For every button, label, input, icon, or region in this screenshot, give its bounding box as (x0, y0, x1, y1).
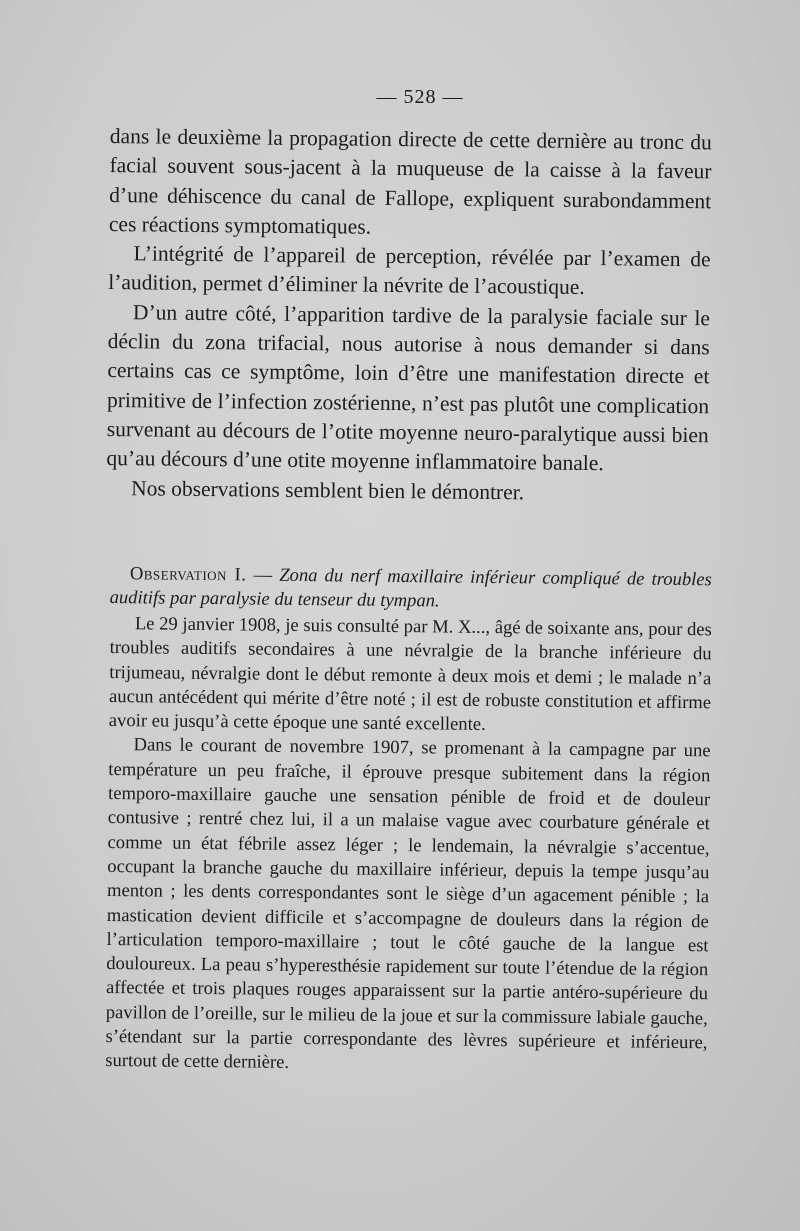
observation-title: Zona du nerf maxillaire inférieur compliqué de troubles auditifs par paralysie du tenseur du tympan. (109, 564, 712, 612)
paragraph: L’intégrité de l’appareil de perception, révélée par l’examen de l’audition, permet d’éliminer la névrite de l’acoustique. (108, 241, 711, 300)
observation-heading (109, 562, 711, 617)
page-number: — 528 — (376, 86, 464, 108)
paragraph: D’un autre côté, l’apparition tardive de la paralysie faciale sur le déclin du zona trifacial, nous autorise à nous demander si dans certains cas ce symptôme, loin d’être une manifestation directe et primitive de l’infection zostérienne, n’est pas plutôt une complication survenant au décours de l’otite moyenne neuro-paralytique aussi bien qu’au décours d’une otite moyenne inflammatoire banale. (106, 300, 711, 476)
observation-label: Observation I. (129, 563, 247, 586)
paragraph: Dans le courant de novembre 1907, se promenant à la campagne par une température un peu fraîche, il éprouve presque subitement dans la région temporo-maxillaire gauche une sensation pénible de froid et de douleur contusive ; rentré chez lui, il a un malaise vague avec courbature générale et comme un état fébrile assez léger ; le lendemain, la névralgie s’accentue, occupant la branche gauche du maxillaire inférieur, depuis la tempe jusqu’au menton ; les dents correspondantes sont le siège d’un agacement pénible ; la mastication devient difficile et s’accompagne de douleurs dans la région de l’articulation temporo-maxillaire ; tout le côté gauche de la langue est douloureux. La peau s’hyperesthésie rapidement sur toute l’étendue de la région affectée et trois plaques rouges apparaissent sur la partie antéro-supérieure du pavillon de l’oreille, sur le milieu de la joue et sur la commissure labiale gauche, s’étendant sur la partie correspondante des lèvres supérieure et inférieure, surtout de cette dernière. (105, 734, 711, 1074)
paragraph: dans le deuxième la propagation directe de cette dernière au tronc du facial souvent sous-jacent à la muqueuse de la caisse à la faveur d’une déhiscence du canal de Fallope, expliquent surabondamment ces réactions symptomatiques. (108, 123, 712, 239)
upper-text-block (106, 122, 712, 509)
paragraph: Nos observations semblent bien le démontrer. (131, 475, 525, 504)
observation-heading-text (109, 562, 711, 617)
lower-text-block (105, 612, 712, 1080)
observation-dash: — (246, 564, 280, 586)
paragraph: Le 29 janvier 1908, je suis consulté par M. X..., âgé de soixante ans, pour des troubles auditifs secondaires à une névralgie de la branche inférieure du trijumeau, névralgie dont le début remonte à deux mois et demi ; le malade n’a aucun antécédent qui mérite d’être noté ; il est de robuste constitution et affirme avoir eu jusqu’à cette époque une santé excellente. (108, 613, 712, 736)
